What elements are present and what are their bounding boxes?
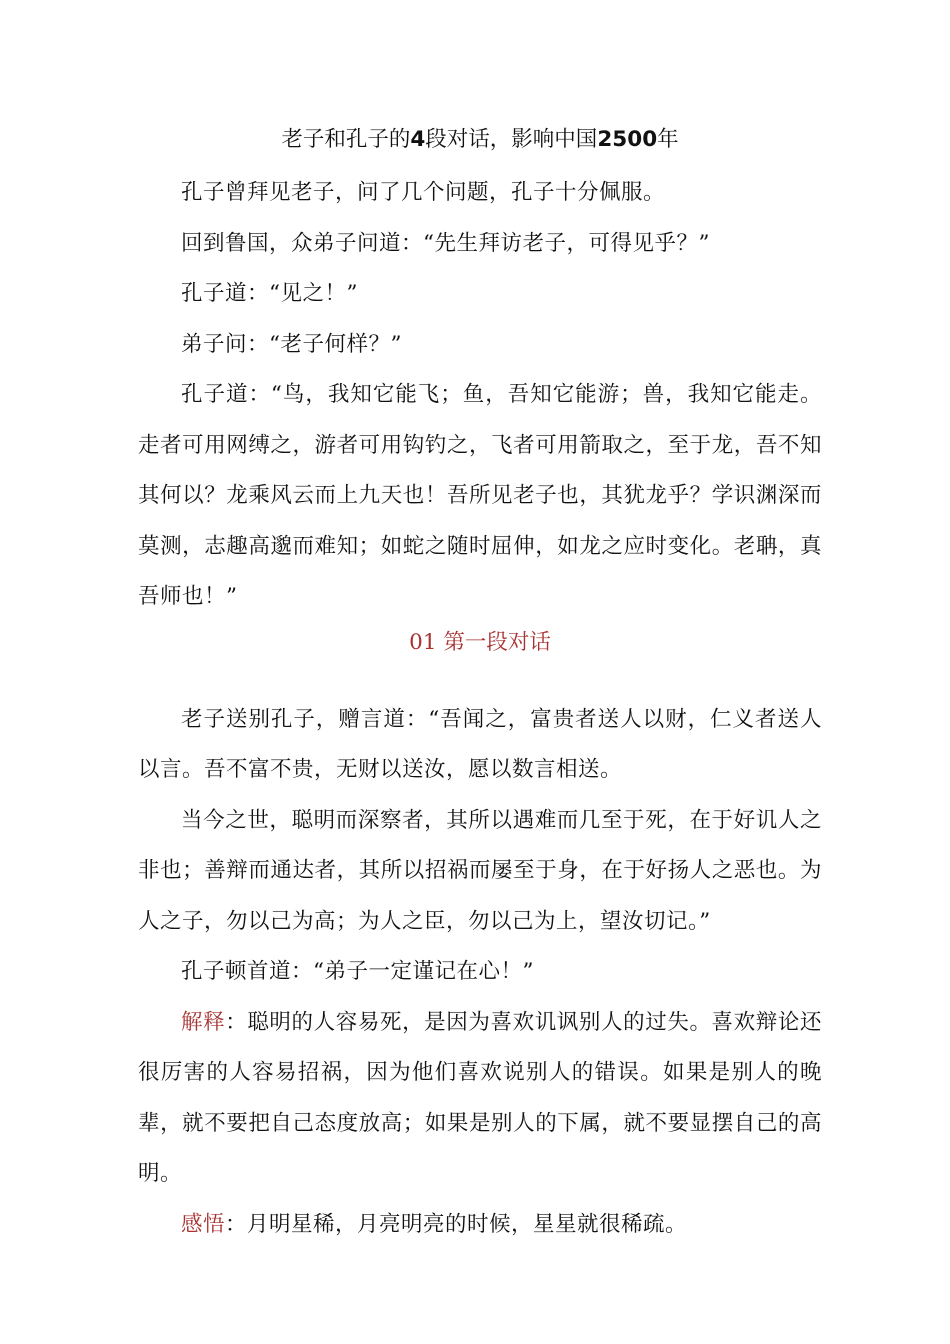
section1-paragraph-3: 孔子顿首道：“弟子一定谨记在心！” [181,959,534,984]
section1-paragraph-1: 老子送别孔子，赠言道：“吾闻之，富贵者送人以财，仁义者送人以言。吾不富不贵，无财以送汝，愿以数言相送。 [138,706,822,782]
title-part3: 年 [657,127,679,152]
title-part2: 段对话，影响中国 [425,127,598,152]
insight-label: 感悟 [181,1211,226,1237]
intro-paragraph-5: 孔子道：“鸟，我知它能飞；鱼，吾知它能游；兽，我知它能走。走者可用网缚之，游者可用钩钓之，飞者可用箭取之，至于龙，吾不知其何以？龙乘风云而上九天也！吾所见老子也，其犹龙乎？学识渊深而莫测，志趣高邈而难知；如蛇之随时屈伸，如龙之应时变化。老聃，真吾师也！” [138,382,822,609]
title-part1: 老子和孔子的 [281,127,411,152]
section-heading-1: 01 第一段对话 [409,629,551,655]
document-title [138,120,822,160]
title-number-2500: 2500 [597,127,658,152]
explanation-label: 解释 [181,1009,226,1035]
section1-paragraph-2: 当今之世，聪明而深察者，其所以遇难而几至于死，在于好讥人之非也；善辩而通达者，其所以招祸而屡至于身，在于好扬人之恶也。为人之子，勿以己为高；为人之臣，勿以己为上，望汝切记。” [138,807,822,934]
explanation-paragraph [138,998,822,1200]
intro-paragraph-3: 孔子道：“见之！” [181,281,358,306]
explanation-text: ：聪明的人容易死，是因为喜欢讥讽别人的过失。喜欢辩论还很厉害的人容易招祸，因为他们喜欢说别人的错误。如果是别人的晚辈，就不要把自己态度放高；如果是别人的下属，就不要显摆自己的高明。 [138,1009,822,1186]
title-number-4: 4 [410,127,426,152]
intro-paragraph-4: 弟子问：“老子何样？” [181,331,402,357]
document-body [138,120,822,1250]
insight-text: ：月明星稀，月亮明亮的时候，星星就很稀疏。 [225,1211,688,1237]
insight-paragraph [138,1200,822,1251]
intro-paragraph-1: 孔子曾拜见老子，问了几个问题，孔子十分佩服。 [181,180,666,205]
intro-paragraph-2: 回到鲁国，众弟子问道：“先生拜访老子，可得见乎？” [181,230,710,256]
